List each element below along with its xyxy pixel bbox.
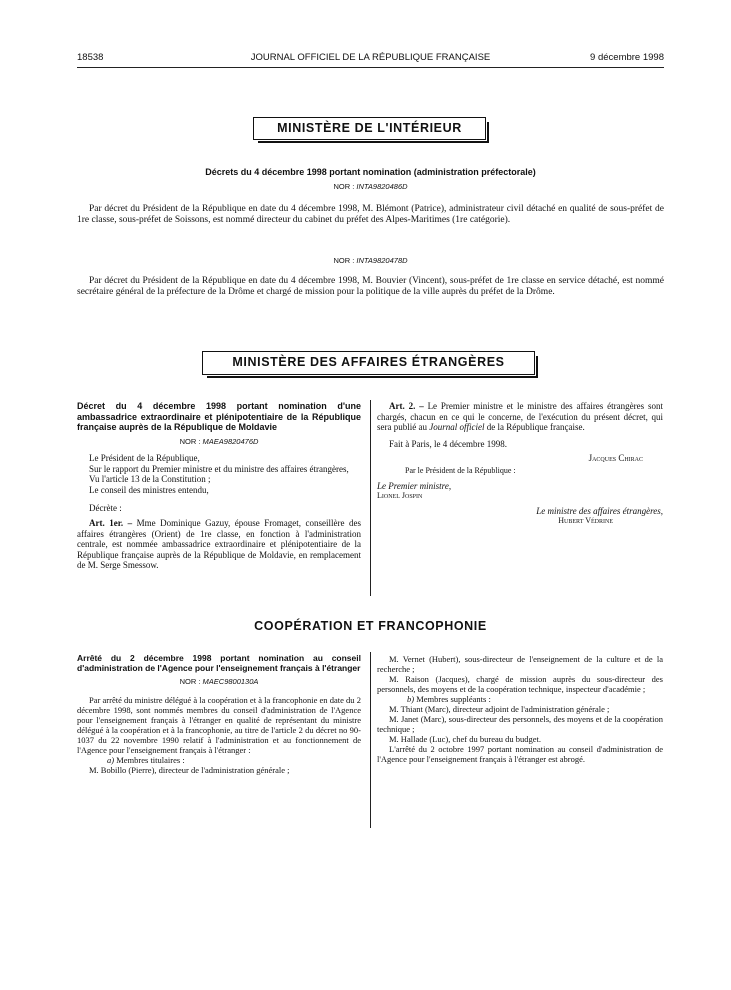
affaires-right-column [377,401,663,527]
interieur-nor-2 [77,256,664,265]
member-bobillo: M. Bobillo (Pierre), directeur de l'administration générale ; [89,765,290,775]
header-rule [77,67,664,68]
interieur-decree-2: Par décret du Président de la République en date du 4 décembre 1998, M. Bouvier (Vincent), sous-préfet de 1re classe en service détaché, est nommé secrétaire général de la préfecture de la Drôme et chargé de mission pour la politique de la ville auprès du préfet de la Drôme. [77,276,664,298]
affaires-line-constitution: Vu l'article 13 de la Constitution ; [89,474,211,485]
article-2-label: Art. 2. – [389,401,424,411]
nor-code: MAEA9820476D [202,436,259,446]
cooperation-closing: L'arrêté du 2 octobre 1997 portant nomination au conseil d'administration de l'Agence pour l'enseignement français à l'étranger est abrogé. [377,744,663,764]
section-cooperation: COOPÉRATION ET FRANCOPHONIE [254,619,487,633]
list-label-b: b) [407,694,415,704]
nor-label: NOR : [179,436,201,446]
affaires-decree-title: Décret du 4 décembre 1998 portant nomination d'une ambassadrice extraordinaire et plénipotentiaire de la République française auprès de la République de Moldavie [77,401,361,432]
affaires-line-president: Le Président de la République, [89,453,200,464]
nor-code: INTA9820478D [356,256,408,265]
member-janet: M. Janet (Marc), sous-directeur des personnels, des moyens et de la coopération technique ; [377,714,663,734]
member-vernet: M. Vernet (Hubert), sous-directeur de l'enseignement de la culture et de la recherche ; [377,654,663,674]
member-thiant: M. Thiant (Marc), directeur adjoint de l'administration générale ; [389,704,610,714]
list-text-b: Membres suppléants : [416,694,491,704]
cooperation-intro: Par arrêté du ministre délégué à la coopération et à la francophonie en date du 2 décembre 1998, sont nommés membres du conseil d'administration de l'Agence pour l'enseignement français à l'étranger en qualité de représentant du ministre délégué à la coopération et à la francophonie, au titre de l'article 2 du décret no 90-1037 du 22 novembre 1990 relatif à l'administration et au fonctionnement de l'Agence pour l'enseignement français à l'étranger : [77,695,361,755]
ministry-affaires-title: MINISTÈRE DES AFFAIRES ÉTRANGÈRES [232,355,505,369]
affaires-line-rapport: Sur le rapport du Premier ministre et du ministre des affaires étrangères, [89,463,349,474]
article-2-journal: Journal officiel [429,422,485,433]
nor-code: MAEC9800130A [202,677,259,686]
affaires-nor [77,437,361,448]
nor-label: NOR : [333,256,355,265]
interieur-nor-1 [77,182,664,191]
page-header [77,52,664,66]
article-2-text: Le Premier ministre et le ministre des affaires étrangères sont chargés, chacun en ce qui le concerne, de l'exécution du présent décret, qui sera publié au [377,401,663,433]
cooperation-nor [77,677,361,687]
ministry-affaires-box [202,351,535,375]
affaires-line-conseil: Le conseil des ministres entendu, [89,484,209,495]
affaires-left-column [77,401,361,571]
pm-name: Lionel Jospin [377,491,423,501]
par-le-president: Par le Président de la République : [405,465,516,475]
cooperation-titulaires [77,755,361,765]
ministry-interieur-box [253,117,486,140]
journal-title: JOURNAL OFFICIEL DE LA RÉPUBLIQUE FRANÇAISE [250,52,491,63]
column-divider [370,400,371,596]
affaires-article-1 [77,518,361,571]
nor-label: NOR : [179,677,201,686]
nor-label: NOR : [333,182,355,191]
affaires-fait: Fait à Paris, le 4 décembre 1998. [389,438,507,449]
affaires-article-2 [377,401,663,433]
list-label-a: a) [107,755,115,765]
column-divider-2 [370,652,371,828]
list-text-a: Membres titulaires : [116,755,185,765]
interieur-decree-title: Décrets du 4 décembre 1998 portant nomination (administration préfectorale) [205,167,536,177]
page-number: 18538 [77,52,104,63]
signature-president: Jacques Chirac [588,453,643,464]
cooperation-suppleants [377,694,663,704]
article-1-label: Art. 1er. – [89,518,133,529]
member-hallade: M. Hallade (Luc), chef du bureau du budget. [389,734,541,744]
article-2-end: de la République française. [486,422,585,433]
affaires-decrete: Décrète : [89,503,122,514]
article-1-text: Mme Dominique Gazuy, épouse Fromaget, conseillère des affaires étrangères (Orient) de 1re classe, en fonction à l'administration centrale, est nommée ambassadrice extraordinaire et plénipotentiaire de la République française auprès de la République de Moldavie, en remplacement de M. Serge Smessow. [77,518,362,571]
issue-date: 9 décembre 1998 [590,52,664,63]
mae-title: Le ministre des affaires étrangères, [536,505,663,516]
member-raison: M. Raison (Jacques), chargé de mission auprès du sous-directeur des personnels, des moyens et de la coopération technique, inspecteur d'académie ; [377,674,663,694]
cooperation-arrete-title: Arrêté du 2 décembre 1998 portant nomination au conseil d'administration de l'Agence pour l'enseignement français à l'étranger [77,653,361,673]
mae-name: Hubert Védrine [558,516,613,526]
nor-code: INTA9820486D [356,182,408,191]
interieur-decree-1: Par décret du Président de la République en date du 4 décembre 1998, M. Blémont (Patrice), administrateur civil détaché en qualité de sous-préfet de 1re classe, sous-préfet de Soissons, est nommé directeur du cabinet du préfet des Alpes-Maritimes (1re catégorie). [77,204,664,226]
cooperation-right-column [377,654,663,764]
ministry-interieur-title: MINISTÈRE DE L'INTÉRIEUR [277,121,462,135]
pm-title: Le Premier ministre, [377,480,452,491]
cooperation-left-column [77,653,361,775]
